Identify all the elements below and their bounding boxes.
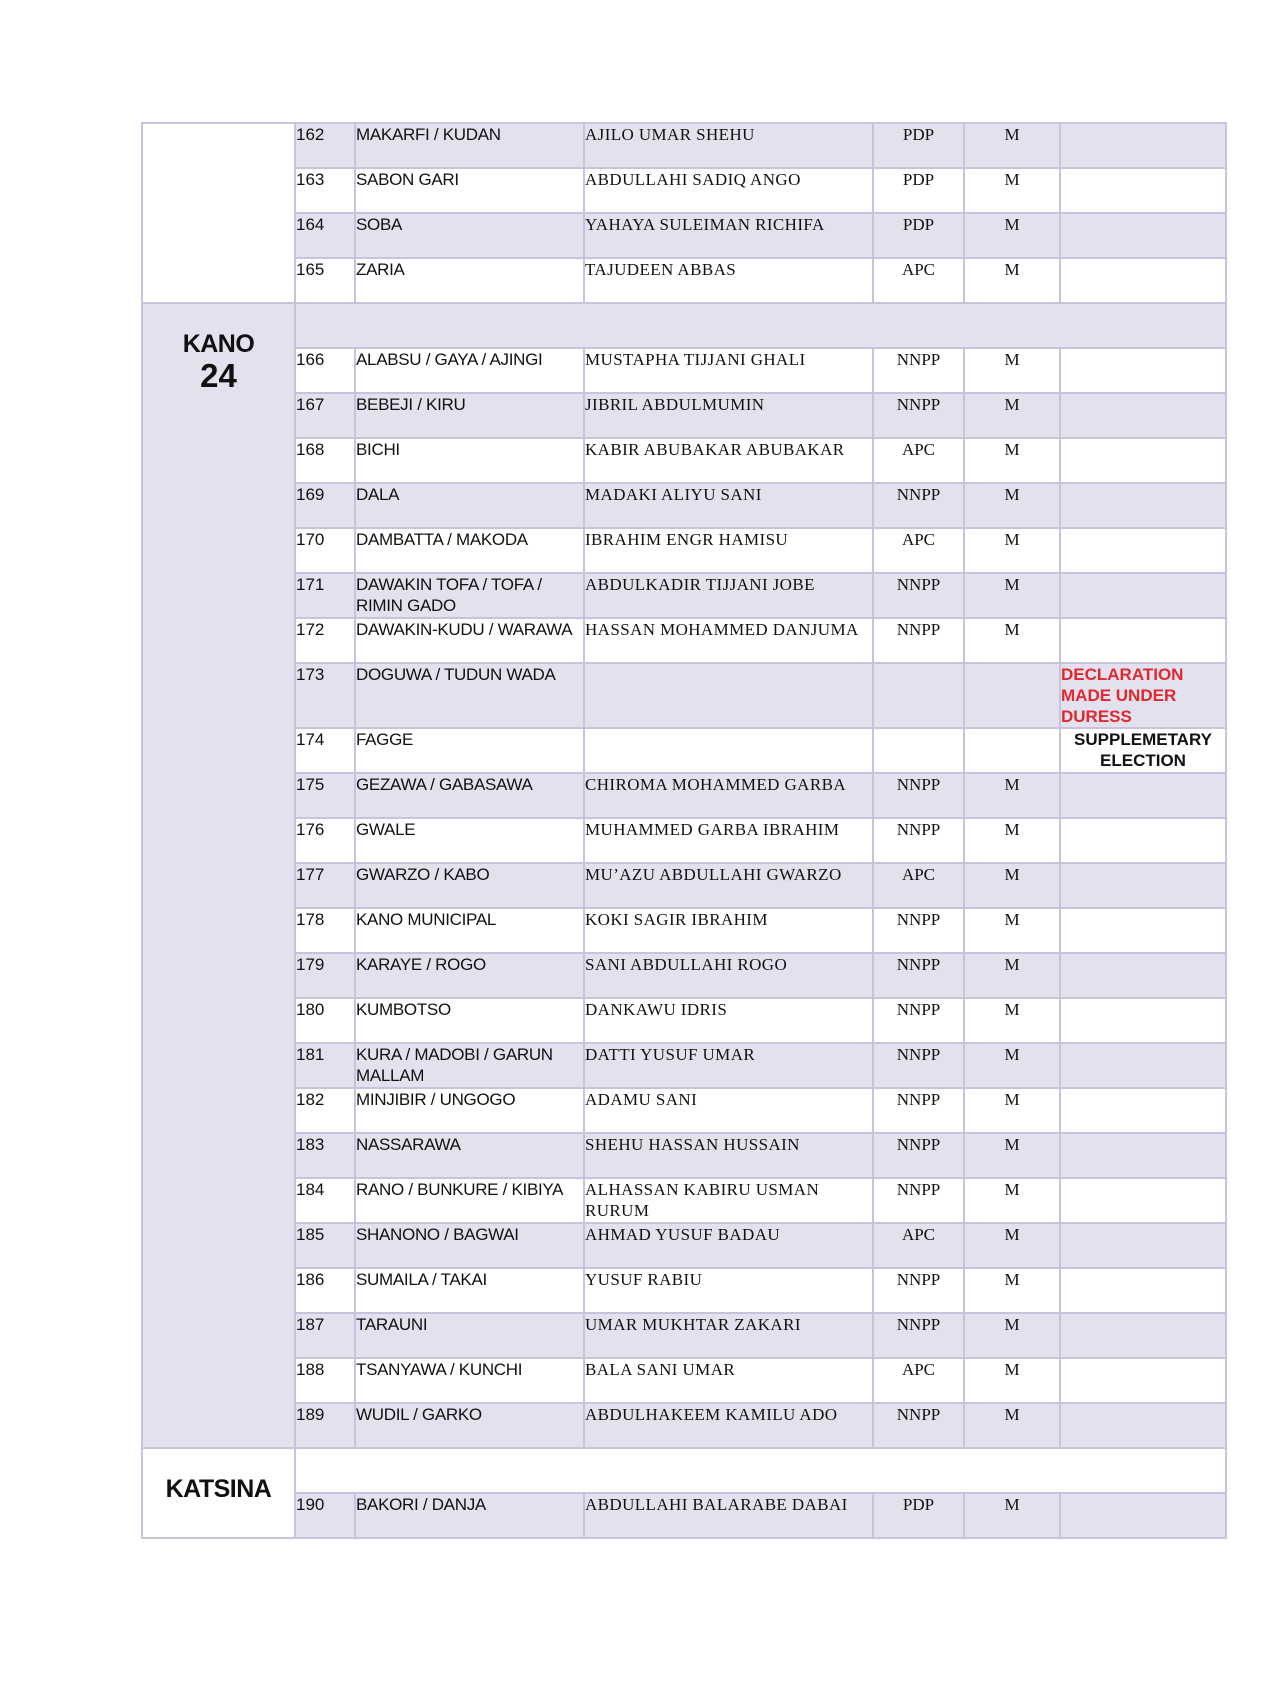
party-code: NNPP [873,393,964,438]
constituency-number: 187 [295,1313,355,1358]
constituency-name: SHANONO / BAGWAI [355,1223,584,1268]
member-name: ALHASSAN KABIRU USMAN RURUM [584,1178,873,1223]
remark [1060,1088,1226,1133]
constituency-number: 178 [295,908,355,953]
member-name [584,663,873,728]
table-row [142,1043,1226,1088]
constituency-number: 167 [295,393,355,438]
constituency-number: 176 [295,818,355,863]
party-code: NNPP [873,573,964,618]
member-name: KABIR ABUBAKAR ABUBAKAR [584,438,873,483]
party-code: NNPP [873,998,964,1043]
table-row [142,1493,1226,1538]
remark [1060,1133,1226,1178]
table-row [142,483,1226,528]
constituency-number: 181 [295,1043,355,1088]
constituency-number: 183 [295,1133,355,1178]
sex-code: M [964,908,1060,953]
results-table [141,122,1227,1539]
table-row [142,393,1226,438]
remark [1060,1223,1226,1268]
party-code [873,663,964,728]
constituency-number: 186 [295,1268,355,1313]
constituency-name: KANO MUNICIPAL [355,908,584,953]
member-name: IBRAHIM ENGR HAMISU [584,528,873,573]
constituency-name: DALA [355,483,584,528]
state-header-row [142,303,1226,348]
table-row [142,618,1226,663]
table-row [142,528,1226,573]
sex-code: M [964,528,1060,573]
table-row [142,123,1226,168]
party-code: NNPP [873,1268,964,1313]
remark [1060,573,1226,618]
table-row [142,728,1226,773]
sex-code: M [964,258,1060,303]
remark [1060,258,1226,303]
constituency-name: BEBEJI / KIRU [355,393,584,438]
sex-code: M [964,618,1060,663]
sex-code: M [964,1493,1060,1538]
party-code: APC [873,1358,964,1403]
constituency-name: RANO / BUNKURE / KIBIYA [355,1178,584,1223]
sex-code: M [964,168,1060,213]
state-header-blank [295,1448,1226,1493]
constituency-number: 163 [295,168,355,213]
constituency-number: 184 [295,1178,355,1223]
sex-code: M [964,1133,1060,1178]
constituency-name: NASSARAWA [355,1133,584,1178]
state-name: KANO [182,330,255,358]
remark [1060,953,1226,998]
table-row [142,438,1226,483]
member-name: CHIROMA MOHAMMED GARBA [584,773,873,818]
sex-code: M [964,1358,1060,1403]
table-row [142,908,1226,953]
constituency-number: 174 [295,728,355,773]
party-code: APC [873,528,964,573]
state-name: KATSINA [165,1475,272,1503]
state-header-blank [295,303,1226,348]
member-name: ABDULLAHI BALARABE DABAI [584,1493,873,1538]
member-name: SANI ABDULLAHI ROGO [584,953,873,998]
party-code: NNPP [873,1043,964,1088]
remark [1060,483,1226,528]
constituency-number: 164 [295,213,355,258]
state-seat-count: 24 [200,357,237,394]
member-name: KOKI SAGIR IBRAHIM [584,908,873,953]
remark [1060,1403,1226,1448]
table-row [142,818,1226,863]
table-row [142,213,1226,258]
table-row [142,773,1226,818]
table-row [142,1223,1226,1268]
member-name: HASSAN MOHAMMED DANJUMA [584,618,873,663]
constituency-name: ZARIA [355,258,584,303]
constituency-number: 170 [295,528,355,573]
constituency-number: 165 [295,258,355,303]
party-code: NNPP [873,1313,964,1358]
sex-code: M [964,1403,1060,1448]
remark [1060,908,1226,953]
constituency-number: 172 [295,618,355,663]
party-code [873,728,964,773]
table-row [142,1178,1226,1223]
sex-code: M [964,863,1060,908]
member-name: MUSTAPHA TIJJANI GHALI [584,348,873,393]
member-name [584,728,873,773]
member-name: UMAR MUKHTAR ZAKARI [584,1313,873,1358]
sex-code [964,663,1060,728]
state-cell-previous [142,123,295,303]
constituency-number: 173 [295,663,355,728]
party-code: NNPP [873,1133,964,1178]
member-name: DANKAWU IDRIS [584,998,873,1043]
party-code: NNPP [873,348,964,393]
state-cell-katsina [142,1448,295,1538]
table-row [142,1088,1226,1133]
member-name: MU’AZU ABDULLAHI GWARZO [584,863,873,908]
remark [1060,213,1226,258]
member-name: AHMAD YUSUF BADAU [584,1223,873,1268]
table-row [142,573,1226,618]
table-row [142,348,1226,393]
member-name: MADAKI ALIYU SANI [584,483,873,528]
sex-code: M [964,348,1060,393]
sex-code [964,728,1060,773]
constituency-number: 168 [295,438,355,483]
constituency-name: BICHI [355,438,584,483]
constituency-name: MAKARFI / KUDAN [355,123,584,168]
table-row [142,663,1226,728]
member-name: JIBRIL ABDULMUMIN [584,393,873,438]
member-name: ABDULKADIR TIJJANI JOBE [584,573,873,618]
party-code: NNPP [873,818,964,863]
constituency-name: SUMAILA / TAKAI [355,1268,584,1313]
constituency-number: 166 [295,348,355,393]
constituency-number: 177 [295,863,355,908]
sex-code: M [964,1223,1060,1268]
remark [1060,863,1226,908]
remark [1060,773,1226,818]
constituency-name: KARAYE / ROGO [355,953,584,998]
sex-code: M [964,1043,1060,1088]
sex-code: M [964,953,1060,998]
constituency-number: 171 [295,573,355,618]
member-name: DATTI YUSUF UMAR [584,1043,873,1088]
constituency-number: 175 [295,773,355,818]
constituency-number: 162 [295,123,355,168]
sex-code: M [964,573,1060,618]
constituency-name: GEZAWA / GABASAWA [355,773,584,818]
party-code: NNPP [873,773,964,818]
party-code: PDP [873,123,964,168]
constituency-number: 180 [295,998,355,1043]
remark [1060,168,1226,213]
table-row [142,1268,1226,1313]
party-code: APC [873,1223,964,1268]
party-code: PDP [873,213,964,258]
constituency-name: KUMBOTSO [355,998,584,1043]
constituency-name: FAGGE [355,728,584,773]
table-row [142,998,1226,1043]
constituency-name: ALABSU / GAYA / AJINGI [355,348,584,393]
remark [1060,528,1226,573]
sex-code: M [964,438,1060,483]
sex-code: M [964,123,1060,168]
remark: DECLARATION MADE UNDER DURESS [1060,663,1226,728]
constituency-name: DAMBATTA / MAKODA [355,528,584,573]
sex-code: M [964,1268,1060,1313]
remark [1060,998,1226,1043]
sex-code: M [964,1178,1060,1223]
constituency-name: SOBA [355,213,584,258]
member-name: ABDULLAHI SADIQ ANGO [584,168,873,213]
remark [1060,618,1226,663]
party-code: NNPP [873,1178,964,1223]
table-row [142,258,1226,303]
party-code: NNPP [873,1088,964,1133]
state-header-row [142,1448,1226,1493]
remark [1060,1313,1226,1358]
constituency-name: TSANYAWA / KUNCHI [355,1358,584,1403]
sex-code: M [964,213,1060,258]
remark [1060,1358,1226,1403]
party-code: NNPP [873,908,964,953]
member-name: YUSUF RABIU [584,1268,873,1313]
constituency-name: GWALE [355,818,584,863]
table-row [142,168,1226,213]
constituency-name: DAWAKIN TOFA / TOFA / RIMIN GADO [355,573,584,618]
state-cell-kano [142,303,295,1448]
table-row [142,1403,1226,1448]
constituency-name: MINJIBIR / UNGOGO [355,1088,584,1133]
table-row [142,953,1226,998]
constituency-name: KURA / MADOBI / GARUN MALLAM [355,1043,584,1088]
remark [1060,1268,1226,1313]
remark: SUPPLEMETARY ELECTION [1060,728,1226,773]
sex-code: M [964,998,1060,1043]
constituency-name: BAKORI / DANJA [355,1493,584,1538]
member-name: BALA SANI UMAR [584,1358,873,1403]
results-table-body [142,123,1226,1538]
party-code: NNPP [873,1403,964,1448]
party-code: PDP [873,1493,964,1538]
member-name: SHEHU HASSAN HUSSAIN [584,1133,873,1178]
constituency-number: 189 [295,1403,355,1448]
party-code: APC [873,258,964,303]
table-row [142,1313,1226,1358]
constituency-name: SABON GARI [355,168,584,213]
sex-code: M [964,483,1060,528]
member-name: ABDULHAKEEM KAMILU ADO [584,1403,873,1448]
constituency-number: 182 [295,1088,355,1133]
sex-code: M [964,818,1060,863]
remark [1060,348,1226,393]
table-row [142,1358,1226,1403]
remark [1060,1493,1226,1538]
party-code: NNPP [873,618,964,663]
member-name: YAHAYA SULEIMAN RICHIFA [584,213,873,258]
sex-code: M [964,1313,1060,1358]
constituency-number: 188 [295,1358,355,1403]
party-code: NNPP [873,483,964,528]
member-name: MUHAMMED GARBA IBRAHIM [584,818,873,863]
party-code: APC [873,863,964,908]
constituency-number: 190 [295,1493,355,1538]
table-row [142,863,1226,908]
remark [1060,1178,1226,1223]
party-code: APC [873,438,964,483]
constituency-number: 185 [295,1223,355,1268]
constituency-name: WUDIL / GARKO [355,1403,584,1448]
remark [1060,438,1226,483]
party-code: PDP [873,168,964,213]
member-name: AJILO UMAR SHEHU [584,123,873,168]
constituency-name: DAWAKIN-KUDU / WARAWA [355,618,584,663]
remark [1060,818,1226,863]
sex-code: M [964,393,1060,438]
remark [1060,393,1226,438]
sex-code: M [964,773,1060,818]
constituency-number: 169 [295,483,355,528]
constituency-name: TARAUNI [355,1313,584,1358]
constituency-name: GWARZO / KABO [355,863,584,908]
constituency-number: 179 [295,953,355,998]
sex-code: M [964,1088,1060,1133]
member-name: TAJUDEEN ABBAS [584,258,873,303]
remark [1060,1043,1226,1088]
table-row [142,1133,1226,1178]
remark [1060,123,1226,168]
member-name: ADAMU SANI [584,1088,873,1133]
constituency-name: DOGUWA / TUDUN WADA [355,663,584,728]
party-code: NNPP [873,953,964,998]
